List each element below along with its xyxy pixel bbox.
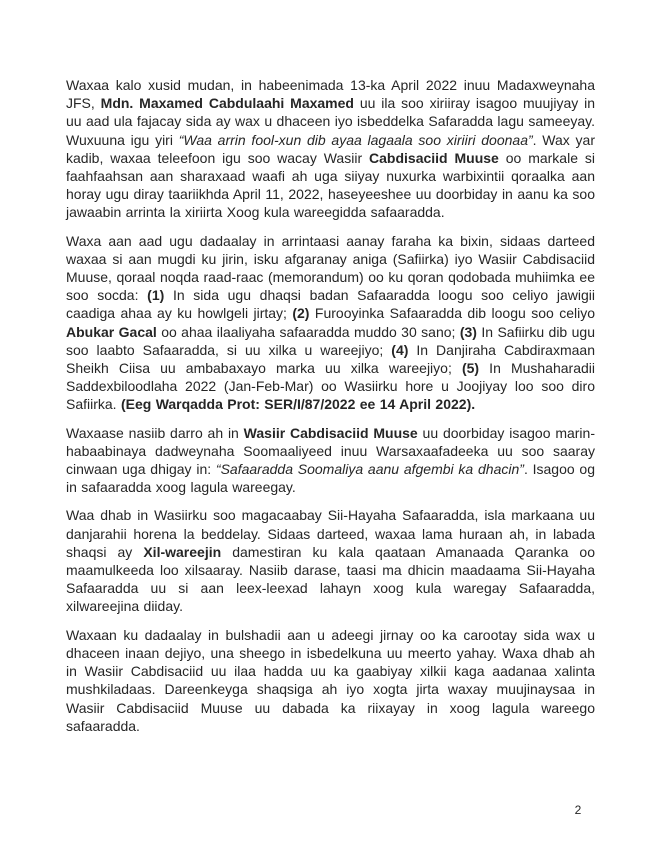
paragraph-2 xyxy=(66,232,595,414)
text-run: Waxa aan aad ugu dadaalay in arrintaasi aanay faraha ka bixin, sidaas darteed waxaa si aan mugdi ku jirin, isku afgaranay aniga (Safiirka) iyo Wasiir Cabdisaciid Muuse, qoraal noqda raad-raac (memorandum) oo ku qoran qodobada muhiimka ee soo socda: xyxy=(66,232,595,304)
text-run-bold: (2) xyxy=(292,305,310,322)
text-run: . Isagoo og in safaaradda xoog lagula wareegay. xyxy=(66,461,596,496)
text-run: uu ila soo xiriiray isagoo muujiyay in uu aad ula fajacay sida ay wax u dhaceen iyo isbeddelka Safaradda lagu sameeyay. Wuxuuna igu yiri xyxy=(66,95,595,148)
document-body xyxy=(66,76,595,745)
text-run: Furooyinka Safaaradda dib loogu soo celiyo xyxy=(309,305,595,322)
text-run: In Danjiraha Cabdiraxmaan Sheikh Ciisa uu ambabaxayo marka uu xilka wareejiyo; xyxy=(66,341,595,377)
paragraph-4 xyxy=(66,506,595,615)
text-run-bold: (Eeg Warqadda Prot: SER/I/87/2022 ee 14 April 2022). xyxy=(120,396,476,413)
text-run: damestiran ku kala qaataan Amanaada Qaranka oo maamulkeeda loo xilsaaray. Nasiib darase, taasi ma dhicin maadaama Sii-Hayaha Safaaradda uu si aan leex-leexad lahayn xoog kula waregay Safaaradda, xilwareejina diiday. xyxy=(66,543,595,615)
text-run-bold: (1) xyxy=(147,287,165,304)
paragraph-5 xyxy=(66,626,595,735)
text-run: In Safiirku dib ugu soo laabto Safaaradda, si uu xilka u wareejiyo; xyxy=(66,323,595,358)
page-number: 2 xyxy=(574,803,582,817)
text-run: Waxaa kalo xusid mudan, in habeenimada 13-ka April 2022 inuu Madaxweynaha JFS, xyxy=(66,77,595,112)
text-run: . Wax yar kadib, waxaa teleefoon igu soo wacay Wasiir xyxy=(66,131,595,166)
text-run: oo ahaa ilaaliyaha safaaradda muddo 30 sano; xyxy=(156,323,460,340)
text-run: Waxaase nasiib darro ah in xyxy=(66,424,244,441)
text-run-bold: (4) xyxy=(391,341,409,358)
text-run-bold: (3) xyxy=(459,323,477,340)
text-run: In sida ugu dhaqsi badan Safaaradda loogu soo celiyo jawigii caadiga ahaa ay ku howlgeli jirtay; xyxy=(66,287,595,322)
text-run-bold: Xil-wareejin xyxy=(143,543,222,560)
text-run-bold: Abukar Gacal xyxy=(66,323,157,340)
text-run-bold: Cabdisaciid Muuse xyxy=(369,149,499,166)
text-run: uu doorbiday isagoo marin- habaabinaya dadweynaha Soomaaliyeed inuu Warsaxaafadeeka uu soo saaray cinwaan uga dhigay in: xyxy=(66,424,595,478)
text-run-italic: “Waa arrin fool-xun dib ayaa lagaala soo xiriiri doonaa” xyxy=(178,131,533,148)
text-run: In Mushaharadii Saddexbiloodlaha 2022 (Jan-Feb-Mar) oo Wasiirku hore u Joojiyay loo soo diro Safiirka. xyxy=(66,360,595,413)
paragraph-1 xyxy=(66,76,595,222)
text-run-bold: (5) xyxy=(461,360,480,377)
paragraph-3 xyxy=(66,424,595,497)
text-run: oo markale si faahfaahsan aan sharaxaad waafi ah uga siiyay nuxurka warbixintii qoraalka aan horay ugu diray taariikhda April 11, 2022, haseyeeshee uu doorbiday in aanu ka soo jawaabin arrinta la xiriirta Xoog kula wareegidda safaaradda. xyxy=(66,149,595,221)
text-run-bold: Wasiir Cabdisaciid Muuse xyxy=(243,424,418,441)
text-run: Waa dhab in Wasiirku soo magacaabay Sii-Hayaha Safaaradda, isla markaana uu danjarahii horena la beddelay. Sidaas darteed, waxaa lama huraan ah, in labada shaqsi ay xyxy=(66,507,595,560)
text-run-bold: Mdn. Maxamed Cabdulaahi Maxamed xyxy=(100,95,354,112)
text-run-italic: “Safaaradda Soomaliya aanu afgembi ka dhacin” xyxy=(215,461,524,478)
text-run: Waxaan ku dadaalay in bulshadii aan u adeegi jirnay oo ka carootay sida wax u dhaceen inaan dejiyo, una sheego in isbedelkuna uu meerto yahay. Waxa dhab ah in Wasiir Cabdisaciid uu ilaa hadda uu ka gaabiyay xilkii kaga aadanaa xalinta mushkiladaas. Dareenkeyga shaqsiga ah iyo xogta jirta waxay muujinaysaa in Wasiir Cabdisaciid Muuse uu dabada ka riixayay in xoog lagula wareego safaaradda. xyxy=(66,626,595,734)
